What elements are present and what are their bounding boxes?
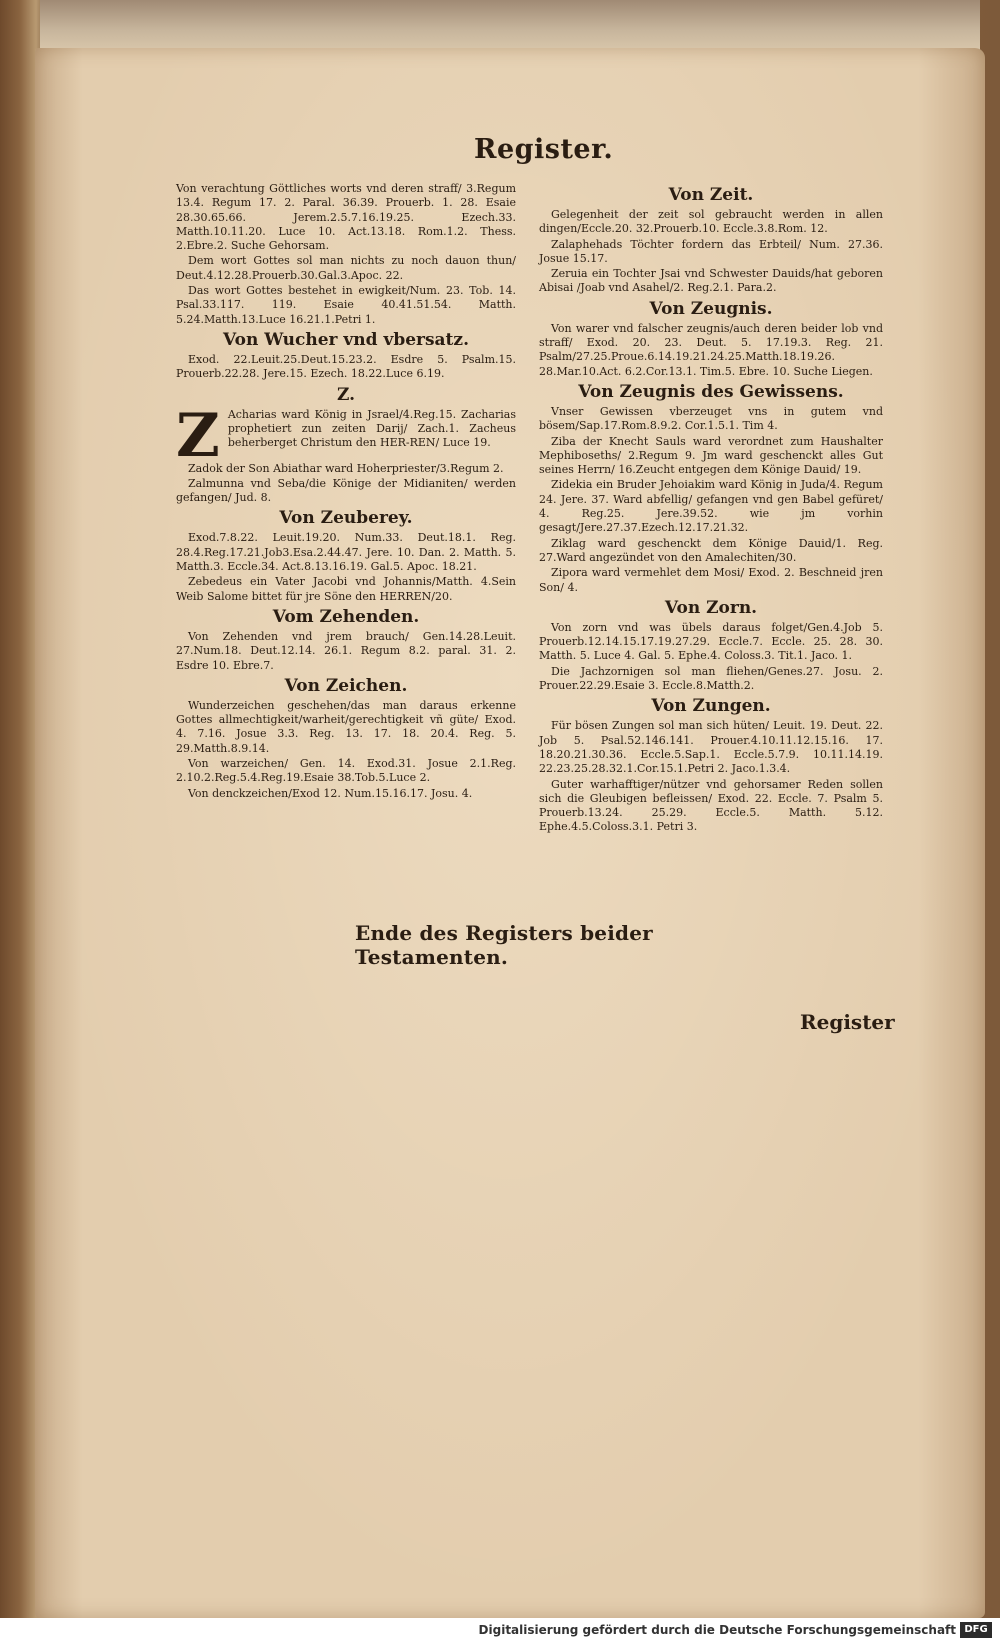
section-heading: Von Zeit.: [668, 185, 754, 205]
register-entry: Von warzeichen/ Gen. 14. Exod.31. Josue 2.1.Reg. 2.10.2.Reg.5.4.Reg.19.Esaie 38.Tob.5.Luce 2.: [176, 757, 516, 785]
section-heading: Von Wucher vnd vbersatz.: [222, 329, 469, 350]
register-entry: Zebedeus ein Vater Jacobi vnd Johannis/Matth. 4.Sein Weib Salome bittet für jre Söne den HERREN/20.: [176, 575, 516, 603]
register-entry: Wunderzeichen geschehen/das man daraus erkenne Gottes allmechtigkeit/warheit/gerechtigkeit vñ güte/ Exod. 4. 7.16. Josue 3.3. Reg. 13. 17. 18. 20.4. Reg. 5. 29.Matth.8.9.14.: [176, 698, 516, 755]
register-entry: Zipora ward vermehlet dem Mosi/ Exod. 2. Beschneid jren Son/ 4.: [539, 566, 883, 594]
footer-credit-text: Digitalisierung gefördert durch die Deutsche Forschungsgemeinschaft: [478, 1623, 956, 1637]
register-entry: Zalmunna vnd Seba/die Könige der Midianiten/ werden gefangen/ Jud. 8.: [176, 476, 516, 505]
register-entry: Guter warhafftiger/nützer vnd gehorsamer Reden sollen sich die Gleubigen befleissen/ Exod. 22. Eccle. 7. Psalm 5. Prouerb.13.24. 25.29. Eccle.5. Matth. 5.12. Ephe.4.5.Coloss.3.1. Petri 3.: [539, 777, 883, 834]
digitization-footer: [0, 1618, 1000, 1643]
catchword: Register: [800, 1010, 895, 1034]
register-column-right: [539, 182, 883, 836]
section-heading: Von Zeugnis.: [649, 298, 773, 319]
register-entry: Vnser Gewissen vberzeuget vns in gutem vnd bösem/Sap.17.Rom.8.9.2. Cor.1.5.1. Tim 4.: [539, 404, 883, 433]
register-entry: Von verachtung Göttliches worts vnd deren straff/ 3.Regum 13.4. Regum 17. 2. Paral. 36.39. Prouerb. 1. 28. Esaie 28.30.65.66. Jerem.2.5.7.16.19.25. Ezech.33. Matth.10.11.20. Luce 10. Act.13.18. Rom.1.2. Thess. 2.Ebre.2. Suche Gehorsam.: [176, 182, 516, 253]
register-entry: Von denckzeichen/Exod 12. Num.15.16.17. Josu. 4.: [188, 786, 473, 800]
register-entry: Ziba der Knecht Sauls ward verordnet zum Haushalter Mephiboseths/ 2.Regum 9. Jm ward geschenckt alles Gut seines Herrn/ 16.Zeucht entgegen dem Könige Dauid/ 19.: [539, 434, 883, 477]
register-entry: Für bösen Zungen sol man sich hüten/ Leuit. 19. Deut. 22. Job 5. Psal.52.146.141. Prouer.4.10.11.12.15.16. 17. 18.20.21.30.36. Eccle.5.Sap.1. Eccle.5.7.9. 10.11.14.19. 22.23.25.28.32.1.Cor.15.1.Petri 2. Jaco.1.3.4.: [539, 719, 883, 776]
register-entry: Zeruia ein Tochter Jsai vnd Schwester Dauids/hat geboren Abisai /Joab vnd Asahel/2. Reg.2.1. Para.2.: [539, 267, 883, 295]
register-entry: Zadok der Son Abiathar ward Hoherpriester/3.Regum 2.: [188, 461, 504, 475]
register-entry: Exod. 22.Leuit.25.Deut.15.23.2. Esdre 5. Psalm.15. Prouerb.22.28. Jere.15. Ezech. 18.22.Luce 6.19.: [176, 352, 516, 381]
section-heading: Von Zeugnis des Gewissens.: [578, 381, 844, 402]
register-entry: Gelegenheit der zeit sol gebraucht werden in allen dingen/Eccle.20. 32.Prouerb.10. Eccle.3.8.Rom. 12.: [539, 208, 883, 236]
section-heading: Z.: [336, 384, 356, 405]
register-entry: Dem wort Gottes sol man nichts zu noch dauon thun/ Deut.4.12.28.Prouerb.30.Gal.3.Apoc. 22.: [176, 254, 516, 282]
section-heading: Von Zeichen.: [284, 675, 408, 696]
register-entry: Von warer vnd falscher zeugnis/auch deren beider lob vnd straff/ Exod. 20. 23. Deut. 5. 17.19.3. Reg. 21. Psalm/27.25.Proue.6.14.19.21.24.25.Matth.18.19.26. 28.Mar.10.Act. 6.2.Cor.13.1. Tim.5. Ebre. 10. Suche Liegen.: [539, 321, 883, 378]
register-entry: Von Zehenden vnd jrem brauch/ Gen.14.28.Leuit. 27.Num.18. Deut.12.14. 26.1. Regum 8.2. paral. 31. 2. Esdre 10. Ebre.7.: [176, 629, 516, 672]
end-of-register-line: Ende des Registers beider Testamenten.: [355, 921, 653, 969]
section-heading: Vom Zehenden.: [272, 606, 420, 627]
decorated-initial: Z: [176, 400, 220, 471]
register-entry: Exod.7.8.22. Leuit.19.20. Num.33. Deut.18.1. Reg. 28.4.Reg.17.21.Job3.Esa.2.44.47. Jere. 10. Dan. 2. Matth. 5. Matth.3. Eccle.34. Act.8.13.16.19. Gal.5. Apoc. 18.21.: [176, 531, 516, 574]
register-entry-text: Acharias ward König in Jsrael/4.Reg.15. Zacharias prophetiert zun zeiten Darij/ Zach.1. Zacheus beherberget Christum den HER-REN/ Luce 19.: [227, 407, 516, 450]
section-heading: Von Zorn.: [664, 597, 758, 618]
register-column-left: [176, 182, 516, 802]
page-title: Register.: [474, 134, 614, 165]
register-entry: Von zorn vnd was übels daraus folget/Gen.4.Job 5. Prouerb.12.14.15.17.19.27.29. Eccle.7. Eccle. 25. 28. 30. Matth. 5. Luce 4. Gal. 5. Ephe.4. Coloss.3. Tit.1. Jaco. 1.: [539, 620, 883, 663]
register-entry: Die Jachzornigen sol man fliehen/Genes.27. Josu. 2. Prouer.22.29.Esaie 3. Eccle.8.Matth.2.: [539, 664, 883, 693]
register-entry: Das wort Gottes bestehet in ewigkeit/Num. 23. Tob. 14. Psal.33.117. 119. Esaie 40.41.51.54. Matth. 5.24.Matth.13.Luce 16.21.1.Petri 1.: [176, 284, 516, 326]
register-entry: Ziklag ward geschenckt dem Könige Dauid/1. Reg. 27.Ward angezündet von den Amalechiten/30.: [539, 536, 883, 564]
register-entry: Zalaphehads Töchter fordern das Erbteil/ Num. 27.36. Josue 15.17.: [539, 237, 883, 265]
section-heading: Von Zeuberey.: [279, 508, 413, 529]
dfg-logo: DFG: [960, 1622, 992, 1638]
book-top-edge: [40, 0, 980, 50]
register-entry: Zidekia ein Bruder Jehoiakim ward König in Juda/4. Regum 24. Jere. 37. Ward abfellig/ gefangen vnd gen Babel gefüret/ 4. Reg.25. Jere.39.52. wie jm vorhin gesagt/Jere.27.37.Ezech.12.17.21.32.: [539, 478, 883, 535]
section-heading: Von Zungen.: [651, 696, 771, 717]
